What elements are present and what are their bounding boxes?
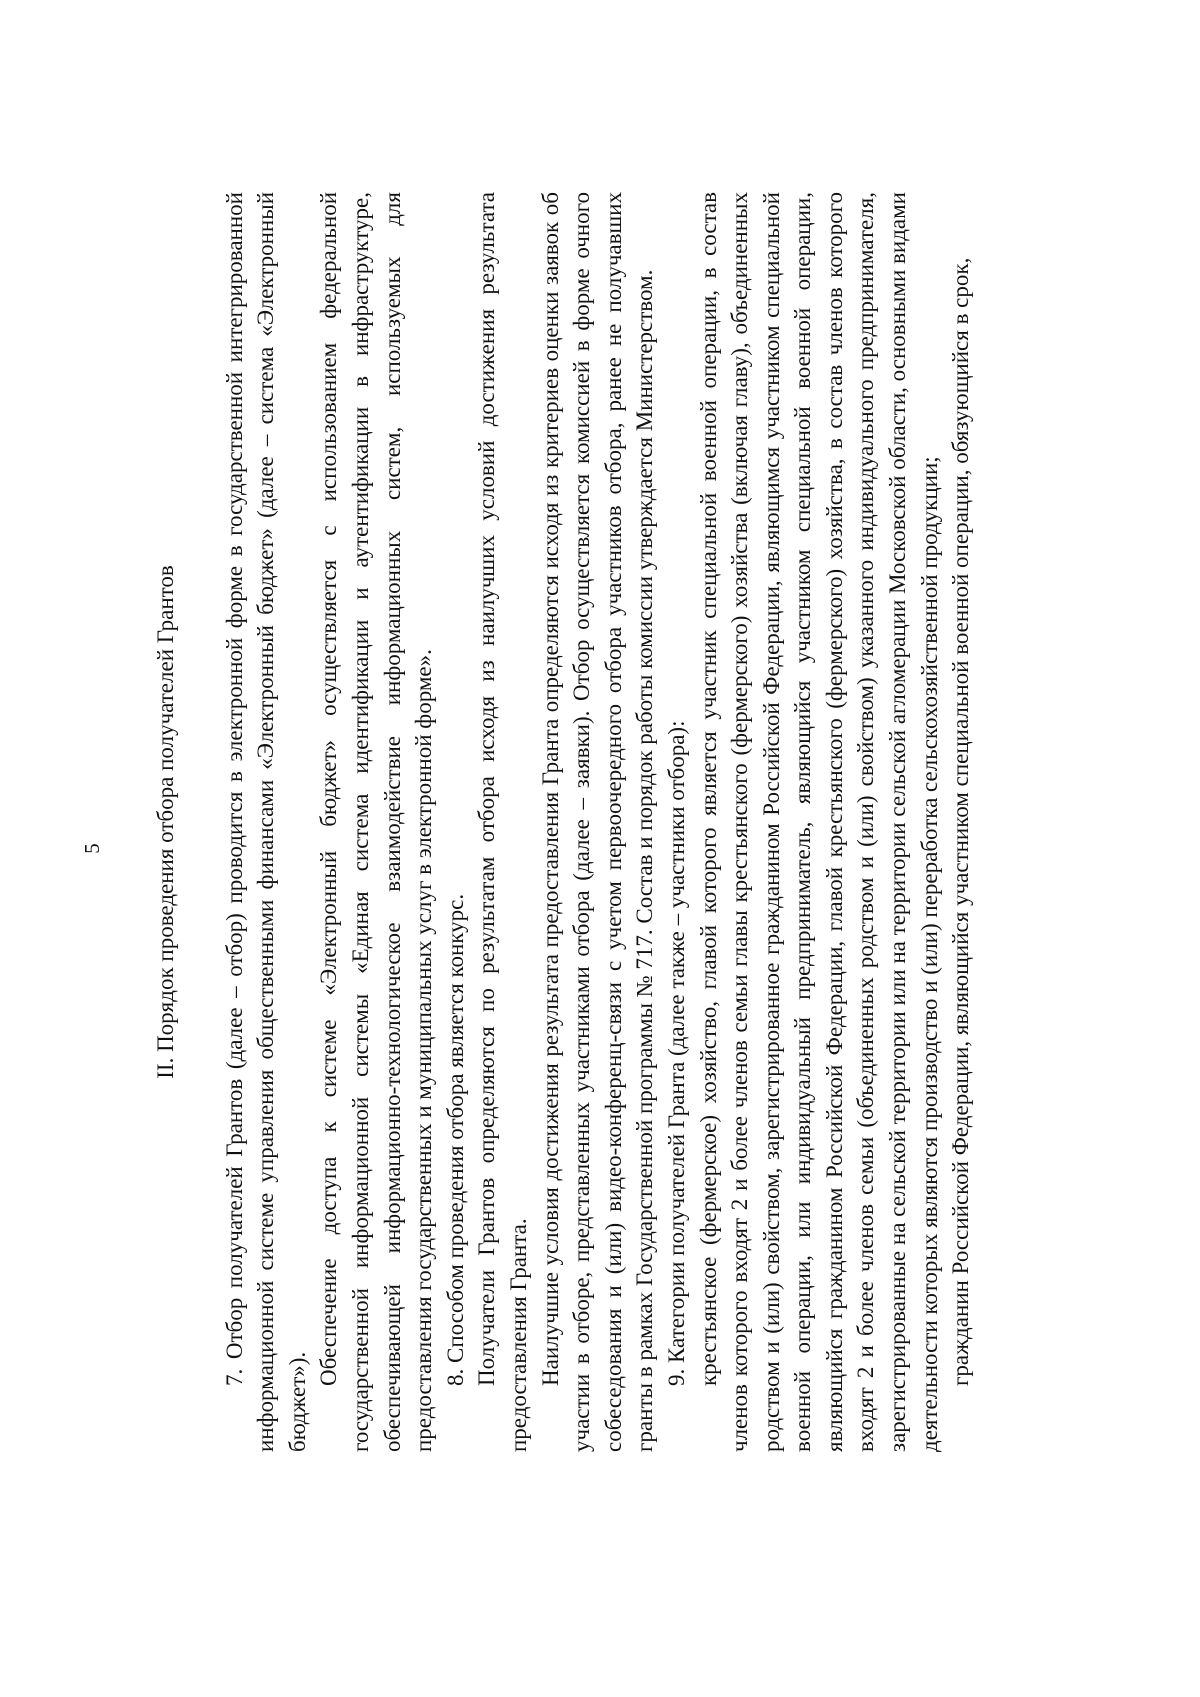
- paragraph-category-citizen: гражданин Российской Федерации, являющийся участником специальной военной операции, обязующийся в срок,: [948, 257, 974, 1386]
- paragraph-8-selection-method: 8. Способом проведения отбора является конкурс.: [442, 893, 468, 1386]
- page-number: 5: [80, 843, 104, 854]
- paragraph-7-selection-form: 7. Отбор получателей Грантов (далее – отбор) проводится в электронной форме в государственной интегрированной информационной системе управления общественными финансами «Электронный бюджет» (далее – система «Электронный бюджет»).: [221, 192, 310, 1452]
- paragraph-best-conditions: Наилучшие условия достижения результата предоставления Гранта определяются исходя из критериев оценки заявок об участии в отборе, представленных участниками отбора (далее – заявки). Отбор осуществляется комиссией в форме очного собеседования и (или) видео-конференц-связи с учетом первоочередного отбора участников отбора, ранее не получавших гранты в рамках Государственной программы № 717. Состав и порядок работы комиссии утверждается Министерством.: [537, 192, 658, 1452]
- document-body: [150, 192, 977, 1452]
- paragraph-9-categories: 9. Категории получателей Гранта (далее также – участники отбора):: [663, 720, 689, 1386]
- paragraph-access-electronic-budget: Обеспечение доступа к системе «Электронный бюджет» осуществляется с использованием федеральной государственной информационной системы «Единая система идентификации и аутентификации в инфраструктуре, обеспечивающей информационно-технологическое взаимодействие информационных систем, используемых для предоставления государственных и муниципальных услуг в электронной форме».: [316, 192, 437, 1452]
- paragraph-grant-recipients: Получатели Грантов определяются по результатам отбора исходя из наилучших условий достижения результата предоставления Гранта.: [474, 192, 531, 1452]
- paragraph-category-farm: крестьянское (фермерское) хозяйство, главой которого является участник специальной военной операции, в состав членов которого входят 2 и более членов семьи главы крестьянского (фермерского) хозяйства (включая главу), объединенных родством и (или) свойством, зарегистрированное гражданином Российской Федерации, являющимся участником специальной военной операции, или индивидуальный предприниматель, являющийся участником специальной военной операции, являющийся гражданином Российской Федерации, главой крестьянского (фермерского) хозяйства, в состав членов которого входят 2 и более членов семьи (объединенных родством и (или) свойством) указанного индивидуального предпринимателя, зарегистрированные на сельской территории или на территории сельской агломерации Московской области, основными видами деятельности которых являются производство и (или) переработка сельскохозяйственной продукции;: [695, 192, 942, 1452]
- section-title: II. Порядок проведения отбора получателей Грантов: [153, 565, 178, 1079]
